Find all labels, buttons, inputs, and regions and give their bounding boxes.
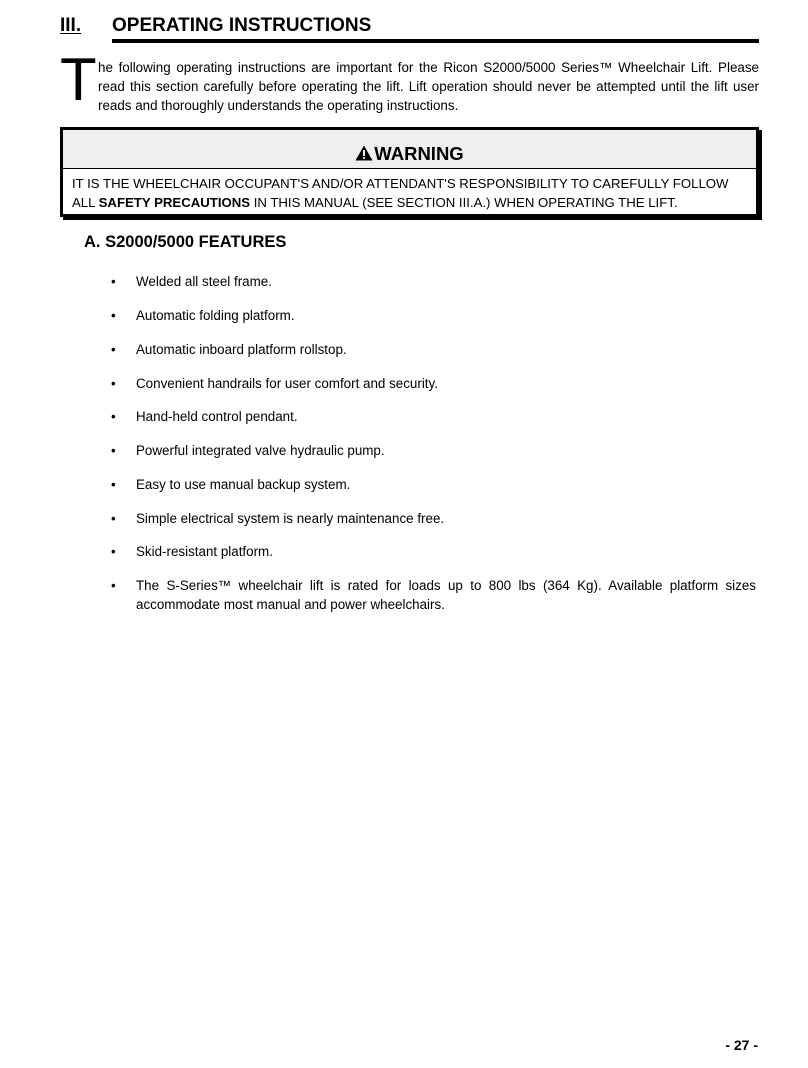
list-item (84, 475, 756, 494)
feature-text: Powerful integrated valve hydraulic pump. (136, 443, 385, 458)
feature-text: Automatic inboard platform rollstop. (136, 342, 347, 357)
warning-safety-precautions: SAFETY PRECAUTIONS (98, 194, 251, 210)
section-title: OPERATING INSTRUCTIONS (112, 15, 372, 36)
header-rule (112, 39, 759, 43)
feature-text: Easy to use manual backup system. (136, 477, 351, 492)
feature-text: Skid-resistant platform. (136, 544, 273, 559)
bullet: • (111, 578, 116, 593)
bullet: • (111, 342, 116, 357)
drop-cap: T (60, 46, 97, 113)
bullet: • (111, 443, 116, 458)
section-number: III. (60, 15, 82, 36)
warning-title: WARNING (374, 143, 464, 164)
page-number: - 27 - (725, 1037, 758, 1053)
feature-text: Automatic folding platform. (136, 308, 295, 323)
feature-text: Convenient handrails for user comfort and security. (136, 376, 438, 391)
feature-text: Hand-held control pendant. (136, 409, 298, 424)
bullet: • (111, 274, 116, 289)
list-item (84, 576, 756, 614)
bullet: • (111, 376, 116, 391)
features-heading: A. S2000/5000 FEATURES (84, 233, 287, 251)
feature-text: Simple electrical system is nearly maintenance free. (136, 511, 445, 526)
warning-header (63, 130, 756, 169)
warning-text-start: IT IS THE WHEELCHAIR OCCUPANT'S AND/OR ATTENDANT'S RESPONSIBILITY TO CAREFULLY FOLLOW ALL (72, 176, 729, 210)
bullet: • (111, 544, 116, 559)
list-item (84, 441, 756, 460)
list-item (84, 542, 756, 561)
bullet: • (111, 511, 116, 526)
warning-triangle-icon (355, 145, 373, 161)
bullet: • (111, 308, 116, 323)
feature-text: Welded all steel frame. (136, 274, 272, 289)
warning-text (63, 169, 756, 212)
list-item (84, 272, 756, 291)
intro-text: he following operating instructions are important for the Ricon S2000/5000 Series™ Wheelchair Lift. Please read this section carefully before operating the lift. Lift operation should never be attempted until the lift user reads and thoroughly understands the operating instructions. (98, 60, 759, 113)
warning-box (60, 127, 759, 217)
bullet: • (111, 477, 116, 492)
section-header (60, 14, 759, 44)
bullet: • (111, 409, 116, 424)
list-item (84, 509, 756, 528)
list-item (84, 340, 756, 359)
warning-text-end: IN THIS MANUAL (SEE SECTION III.A.) WHEN OPERATING THE LIFT. (250, 194, 678, 210)
intro-paragraph (60, 46, 759, 115)
list-item (84, 407, 756, 426)
list-item (84, 374, 756, 393)
feature-text: The S-Series™ wheelchair lift is rated for loads up to 800 lbs (364 Kg). Available platform sizes accommodate most manual and power wheelchairs. (136, 578, 756, 612)
list-item (84, 306, 756, 325)
